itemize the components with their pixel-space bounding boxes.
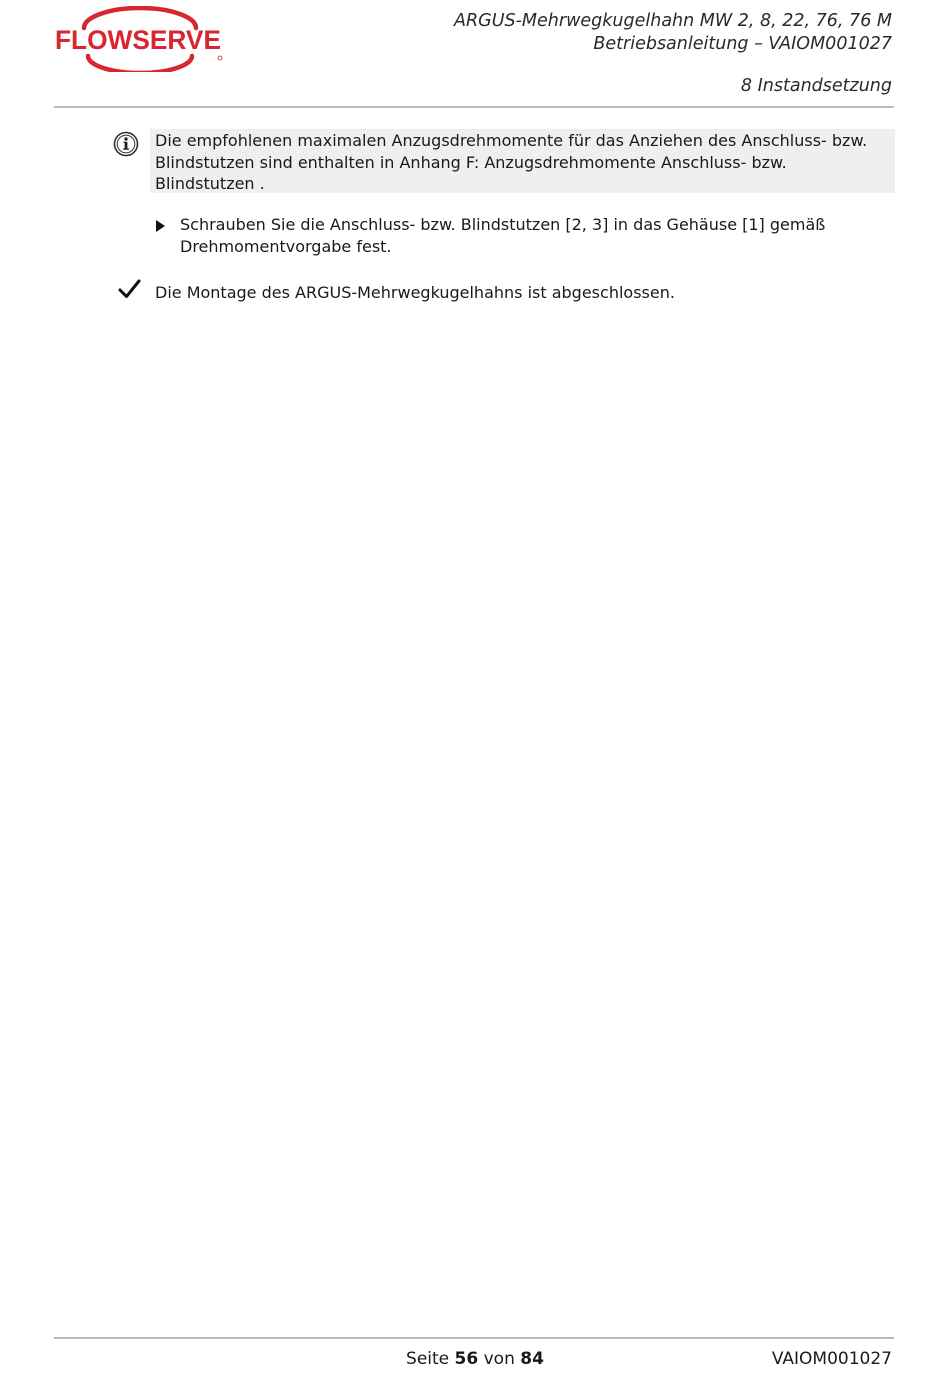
- header-divider: [54, 106, 894, 108]
- footer-divider: [54, 1337, 894, 1339]
- info-note: [150, 129, 895, 193]
- document-title-line1: ARGUS-Mehrwegkugelhahn MW 2, 8, 22, 76, 76 M: [454, 11, 892, 31]
- document-title: [454, 10, 892, 56]
- triangle-right-icon: [156, 220, 165, 232]
- flowserve-logo: [54, 6, 224, 72]
- page-prefix: Seite: [406, 1349, 450, 1369]
- result-statement: Die Montage des ARGUS-Mehrwegkugelhahns ist abgeschlossen.: [155, 283, 675, 302]
- document-id: VAIOM001027: [771, 1349, 892, 1369]
- page-current: 56: [454, 1349, 479, 1369]
- page-separator: von: [483, 1349, 515, 1369]
- info-note-text: Die empfohlenen maximalen Anzugsdrehmomente für das Anziehen des Anschluss- bzw. Blindstutzen sind enthalten in Anhang F: Anzugsdrehmomente Anschluss- bzw. Blindstutzen .: [155, 131, 868, 193]
- checkmark-icon: [118, 278, 142, 300]
- instruction-step: Schrauben Sie die Anschluss- bzw. Blindstutzen [2, 3] in das Gehäuse [1] gemäß Drehmomentvorgabe fest.: [180, 215, 826, 256]
- info-circle-icon: [113, 131, 139, 157]
- section-title: 8 Instandsetzung: [740, 76, 892, 96]
- logo-wordmark: FLOWSERVE: [55, 25, 221, 55]
- document-title-line2: Betriebsanleitung – VAIOM001027: [593, 34, 892, 54]
- page-total: 84: [520, 1349, 544, 1369]
